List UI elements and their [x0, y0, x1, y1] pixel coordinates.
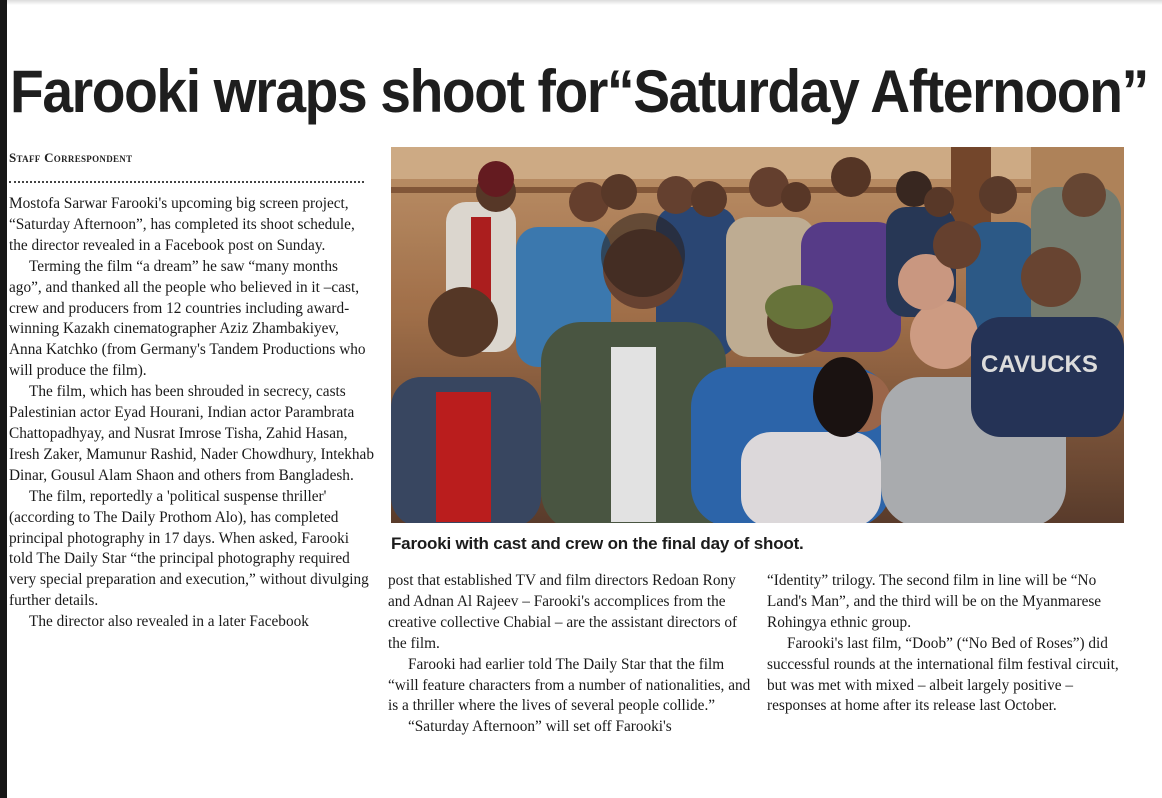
paragraph: Mostofa Sarwar Farooki's upcoming big screen project, “Saturday Afternoon”, has completed its shoot schedule, the director revealed in a Facebook post on Sunday.: [9, 195, 355, 254]
paragraph: post that established TV and film directors Redoan Rony and Adnan Al Rajeev – Farooki's accomplices from the creative collective Chabial – are the assistant directors of the film.: [388, 572, 738, 652]
group-photo: [391, 147, 1124, 523]
article-column-3: [767, 571, 1127, 717]
byline-dotted-rule: [9, 181, 364, 183]
page-top-edge: [7, 0, 1162, 5]
paragraph: The film, which has been shrouded in secrecy, casts Palestinian actor Eyad Hourani, Indian actor Parambrata Chattopadhyay, and Nusrat Imrose Tisha, Zahid Hasan, Iresh Zaker, Mamunur Rashid, Nader Chowdhury, Intekhab Dinar, Gousul Alam Shaon and others from Bangladesh.: [9, 383, 374, 484]
paragraph: “Saturday Afternoon” will set off Farooki's: [408, 718, 672, 736]
article-column-2: [388, 571, 753, 738]
article-column-1: [9, 194, 374, 633]
article-byline: Staff Correspondent: [9, 150, 133, 165]
page-edge-rule: [0, 0, 7, 798]
article-headline: Farooki wraps shoot for“Saturday Afternoon”: [10, 58, 1148, 125]
paragraph: The film, reportedly a 'political suspense thriller' (according to The Daily Prothom Alo), has completed principal photography in 17 days. When asked, Farooki told The Daily Star “the principal photography required very special preparation and execution,” without divulging further details.: [9, 487, 369, 610]
paragraph: “Identity” trilogy. The second film in line will be “No Land's Man”, and the third will be on the Myanmarese Rohingya ethnic group.: [767, 572, 1102, 631]
sweatshirt-lettering: CAVUCKS: [981, 351, 1098, 378]
photo-caption: Farooki with cast and crew on the final day of shoot.: [391, 534, 804, 553]
paragraph: Farooki had earlier told The Daily Star that the film “will feature characters from a number of nationalities, and is a thriller where the lives of several people collide.”: [388, 655, 751, 715]
paragraph: Terming the film “a dream” he saw “many months ago”, and thanked all the people who believed in it –cast, crew and producers from 12 countries including award-winning Kazakh cinematographer Aziz Zhambakiyev, Anna Katchko (from Germany's Tandem Productions who will produce the film).: [9, 257, 366, 380]
group-photo-illustration: [391, 147, 1124, 523]
paragraph: The director also revealed in a later Facebook: [29, 613, 309, 631]
paragraph: Farooki's last film, “Doob” (“No Bed of Roses”) did successful rounds at the international film festival circuit, but was met with mixed – albeit largely positive – responses at home after its release last October.: [767, 634, 1119, 715]
